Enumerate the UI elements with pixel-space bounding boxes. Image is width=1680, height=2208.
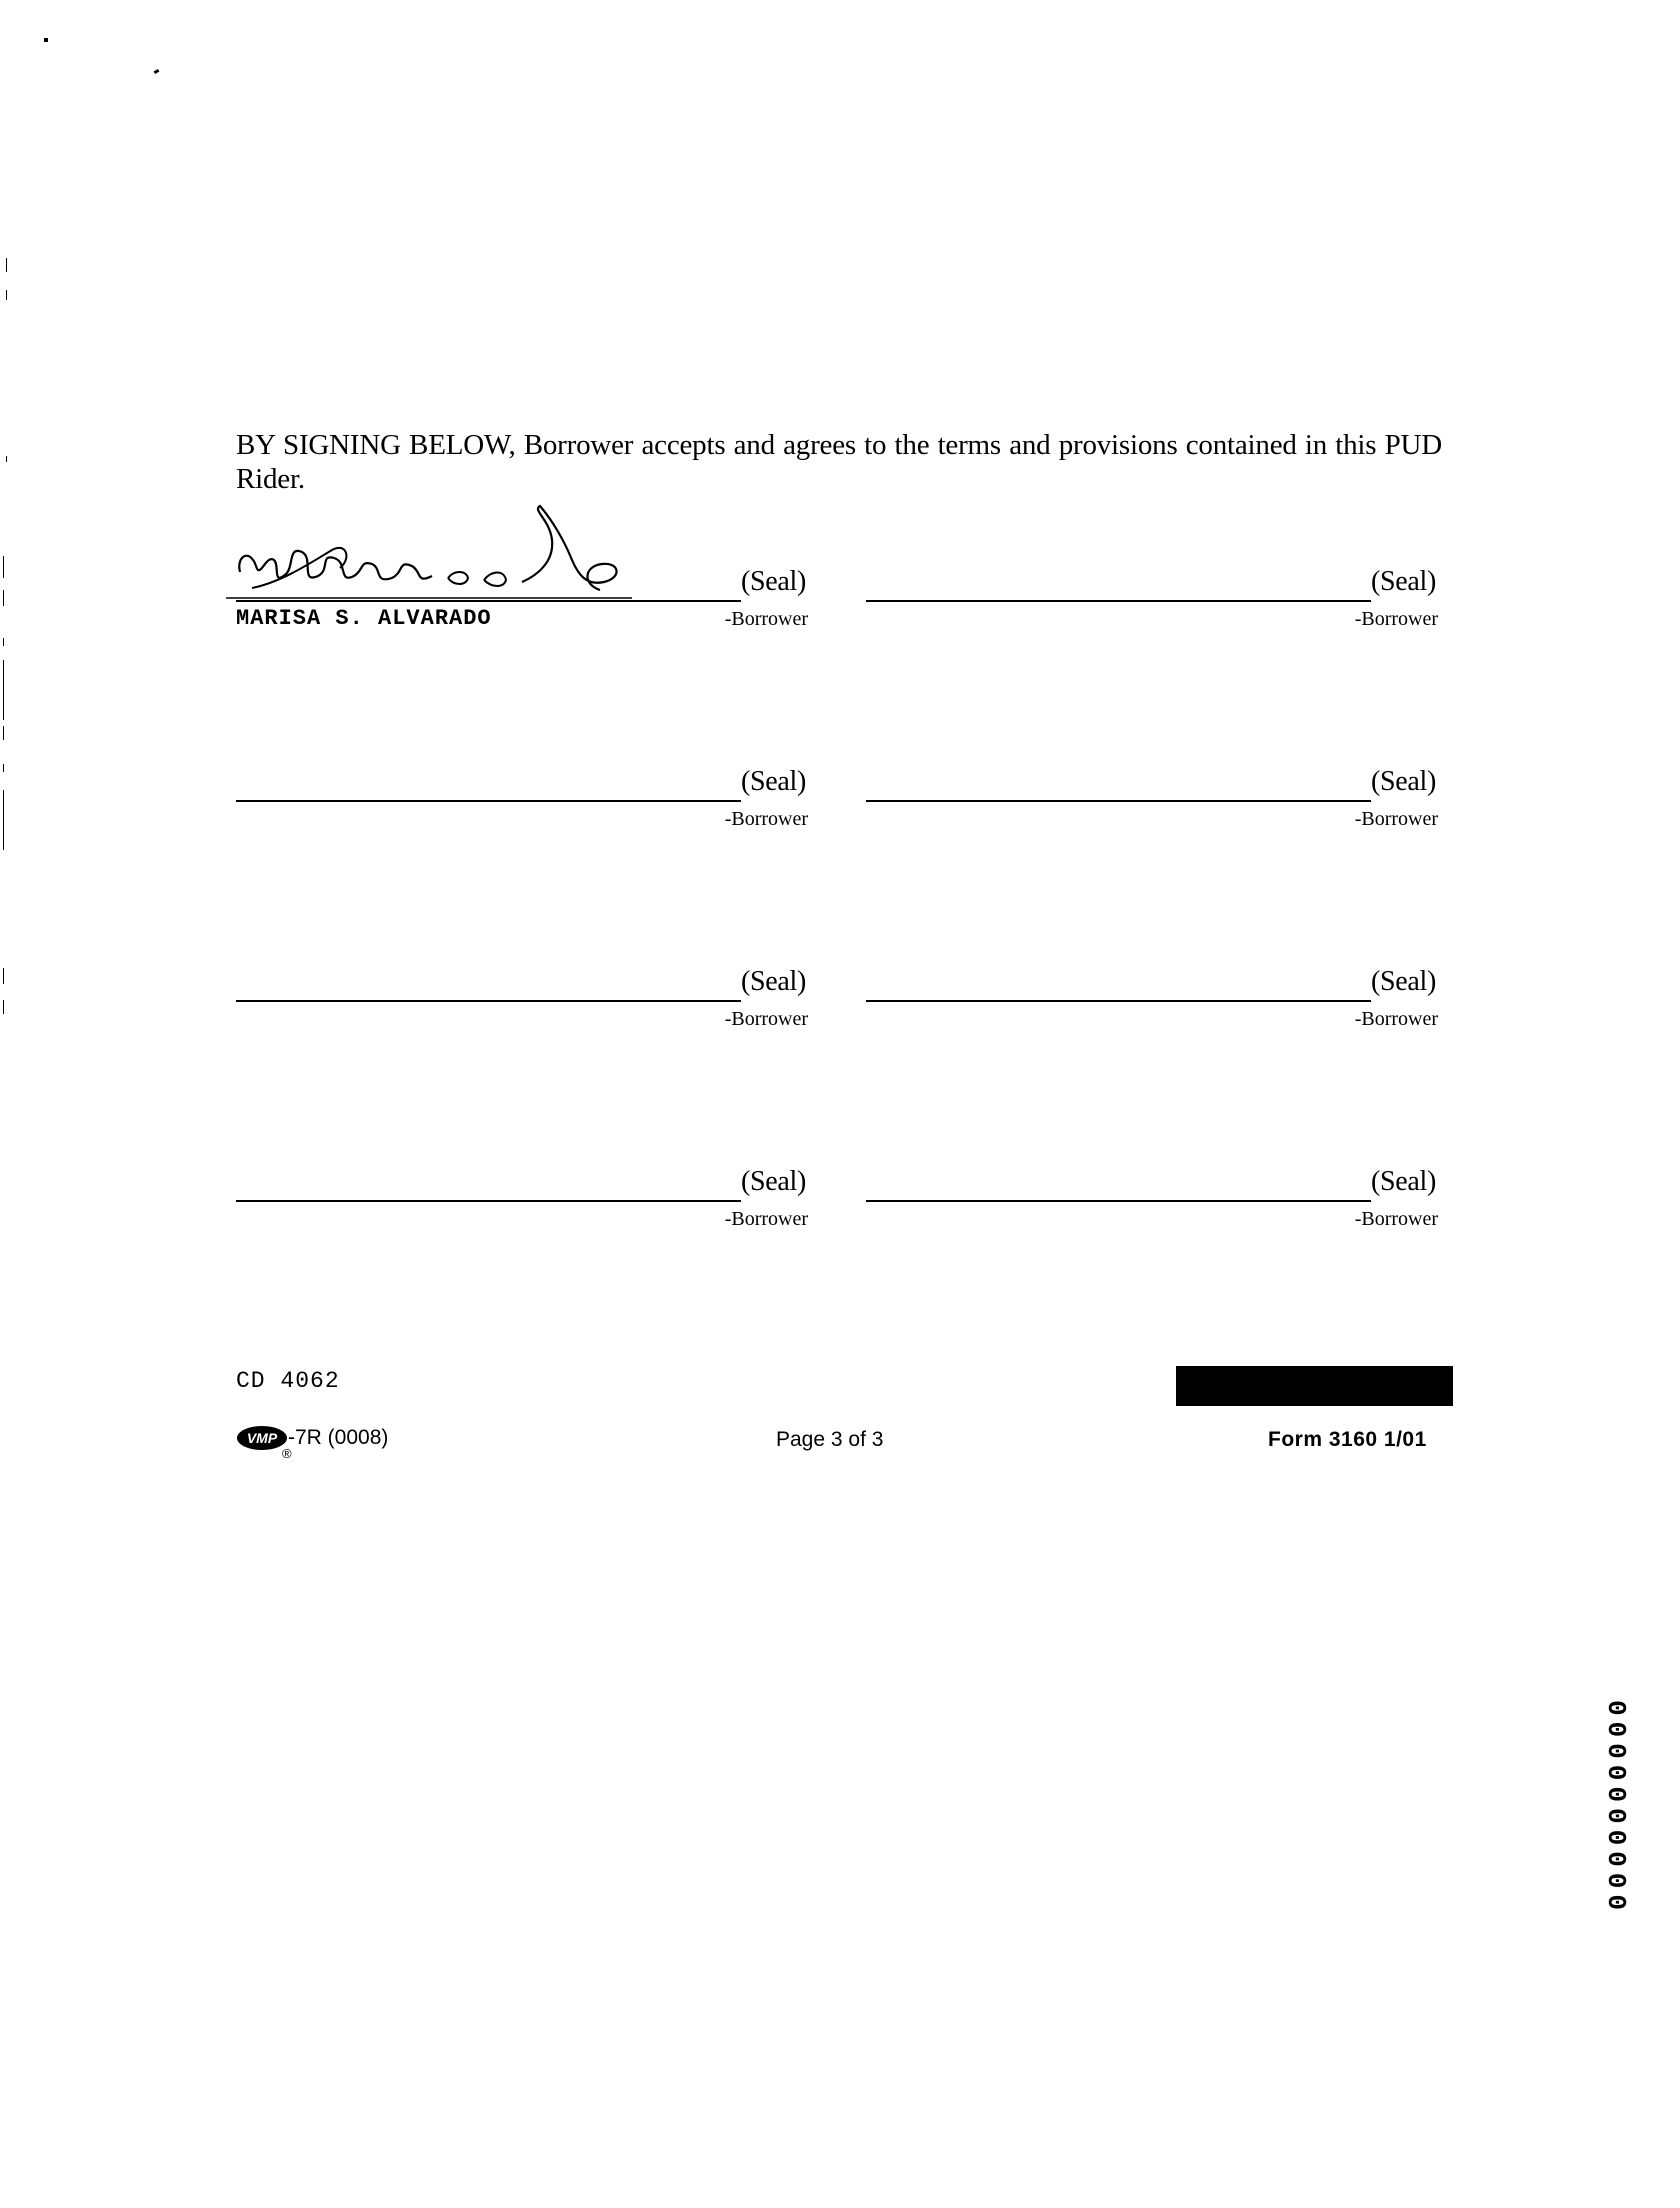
scan-speck xyxy=(3,660,4,720)
signature-block xyxy=(236,964,808,1034)
form-id xyxy=(236,1424,389,1461)
borrower-label: -Borrower xyxy=(1354,608,1438,630)
signature-line xyxy=(866,600,1371,602)
borrower-label: -Borrower xyxy=(724,1008,808,1030)
scan-speck xyxy=(3,790,4,850)
scan-speck xyxy=(3,556,4,578)
borrower-label: -Borrower xyxy=(1354,1208,1438,1230)
page-number: Page 3 of 3 xyxy=(776,1428,884,1451)
signature-block xyxy=(866,964,1438,1034)
signature-block xyxy=(866,764,1438,834)
borrower-label: -Borrower xyxy=(724,808,808,830)
borrower-label: -Borrower xyxy=(724,608,808,630)
signature-block xyxy=(866,564,1438,634)
borrower-label: -Borrower xyxy=(724,1208,808,1230)
scan-speck xyxy=(44,38,48,42)
signature-line xyxy=(236,800,741,802)
signature-block xyxy=(236,764,808,834)
scan-speck xyxy=(154,69,160,74)
scan-speck xyxy=(6,456,7,462)
scan-speck xyxy=(3,590,4,606)
signature-block xyxy=(236,1164,808,1234)
margin-stamp-text: 0000000000 xyxy=(1604,1693,1634,1910)
seal-label: (Seal) xyxy=(1371,566,1437,597)
intro-paragraph: BY SIGNING BELOW, Borrower accepts and agrees to the terms and provisions contained in this PUD Rider. xyxy=(236,429,1442,495)
signature-line xyxy=(236,600,741,602)
form-id-text: -7R (0008) xyxy=(288,1426,389,1449)
scan-speck xyxy=(3,764,4,772)
signer-name: MARISA S. ALVARADO xyxy=(236,606,492,631)
scan-speck xyxy=(3,968,4,984)
borrower-label: -Borrower xyxy=(1354,808,1438,830)
signature-block xyxy=(236,564,808,634)
scan-speck xyxy=(3,1000,4,1014)
scan-speck xyxy=(6,258,7,272)
signature-line xyxy=(236,1000,741,1002)
redaction-bar xyxy=(1176,1366,1453,1406)
seal-label: (Seal) xyxy=(1371,766,1437,797)
seal-label: (Seal) xyxy=(1371,966,1437,997)
document-code: CD 4062 xyxy=(236,1368,340,1394)
scan-speck xyxy=(3,726,4,740)
signature-line xyxy=(236,1200,741,1202)
signature-line xyxy=(866,1000,1371,1002)
signature-block xyxy=(866,1164,1438,1234)
signature-line xyxy=(866,1200,1371,1202)
scan-speck xyxy=(6,290,7,300)
margin-stamp xyxy=(1600,1570,1636,1920)
form-number: Form 3160 1/01 xyxy=(1268,1428,1427,1451)
borrower-label: -Borrower xyxy=(1354,1008,1438,1030)
handwritten-signature xyxy=(222,500,642,608)
scan-speck xyxy=(3,638,4,646)
seal-label: (Seal) xyxy=(741,1166,807,1197)
vmp-logo-icon xyxy=(236,1424,292,1461)
seal-label: (Seal) xyxy=(741,766,807,797)
registered-mark: ® xyxy=(282,1446,292,1461)
signature-line xyxy=(866,800,1371,802)
vmp-logo-text: VMP xyxy=(246,1430,278,1446)
seal-label: (Seal) xyxy=(741,966,807,997)
seal-label: (Seal) xyxy=(1371,1166,1437,1197)
seal-label: (Seal) xyxy=(741,566,807,597)
